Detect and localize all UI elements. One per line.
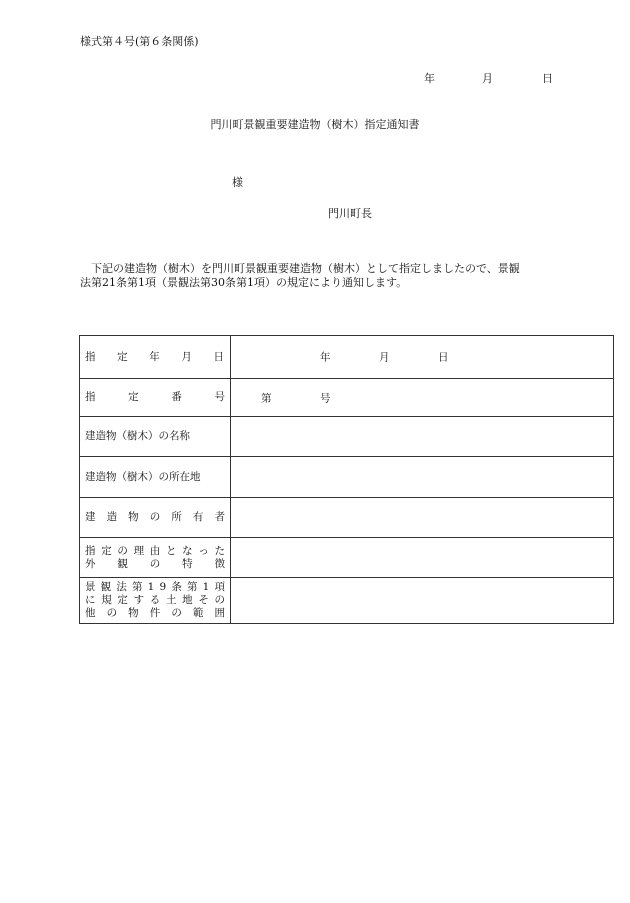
value-building-name[interactable] — [231, 417, 614, 457]
date-year-label: 年 — [424, 72, 435, 85]
label-designation-reason: 指 定 の 理 由 と な っ た 外 観 の 特 徴 — [80, 538, 231, 578]
row-related-land-scope — [80, 578, 614, 624]
label-designation-number: 指 定 番 号 — [80, 379, 231, 417]
label-related-land-scope: 景 観 法 第 1 9 条 第 1 項 に 規 定 す る 土 地 そ の 他 の 物 件 の 範 囲 — [80, 578, 231, 624]
label-building-name: 建造物（樹木）の名称 — [80, 417, 231, 457]
label-building-location: 建造物（樹木）の所在地 — [80, 457, 231, 498]
notice-body-line-2: 法第21条第1項（景観法第30条第1項）の規定により通知します。 — [80, 276, 408, 289]
notice-body-line-1: 下記の建造物（樹木）を門川町景観重要建造物（樹木）として指定しましたので、景観 — [91, 262, 520, 275]
value-building-location[interactable] — [231, 457, 614, 498]
row-building-location — [80, 457, 614, 498]
date-day-label: 日 — [542, 72, 553, 85]
value-designation-number[interactable] — [231, 379, 614, 417]
notice-body — [80, 262, 560, 290]
value-designation-date[interactable] — [231, 336, 614, 379]
issuer-name: 門川町長 — [328, 207, 372, 220]
document-title: 門川町景観重要建造物（樹木）指定通知書 — [210, 118, 420, 131]
value-number-prefix: 第 — [261, 392, 272, 404]
date-month-label: 月 — [482, 72, 493, 85]
addressee-suffix: 様 — [232, 176, 243, 189]
row-building-owner — [80, 498, 614, 538]
row-designation-number — [80, 379, 614, 417]
value-related-land-scope[interactable] — [231, 578, 614, 624]
value-number-suffix: 号 — [320, 392, 331, 404]
value-date-day: 日 — [438, 351, 449, 364]
label-designation-date: 指 定 年 月 日 — [80, 336, 231, 379]
value-building-owner[interactable] — [231, 498, 614, 538]
label-building-owner: 建 造 物 の 所 有 者 — [80, 498, 231, 538]
row-building-name — [80, 417, 614, 457]
row-designation-reason — [80, 538, 614, 578]
form-number: 様式第４号(第６条関係) — [80, 35, 199, 48]
value-designation-reason[interactable] — [231, 538, 614, 578]
row-designation-date — [80, 336, 614, 379]
designation-details-table — [79, 335, 614, 624]
value-date-month: 月 — [379, 351, 390, 364]
value-date-year: 年 — [320, 351, 331, 364]
